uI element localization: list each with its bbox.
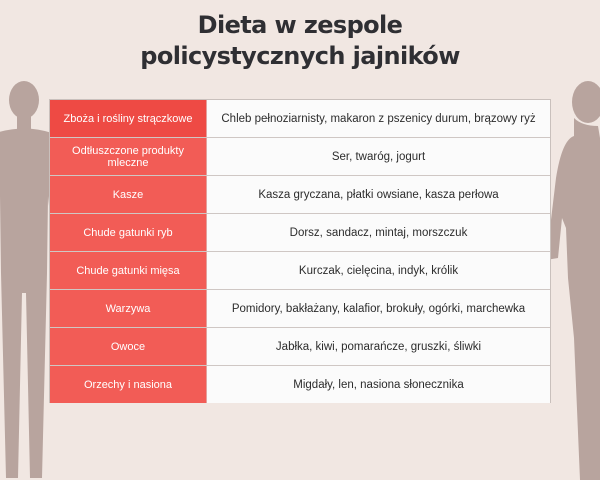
foods-cell: Jabłka, kiwi, pomarańcze, gruszki, śliwki [207, 328, 550, 365]
foods-cell: Chleb pełnoziarnisty, makaron z pszenicy durum, brązowy ryż [207, 100, 550, 137]
diet-table [49, 99, 551, 403]
category-cell: Orzechy i nasiona [50, 366, 207, 403]
category-cell: Zboża i rośliny strączkowe [50, 100, 207, 137]
category-cell: Kasze [50, 176, 207, 213]
table-row [50, 214, 550, 252]
category-cell: Odtłuszczone produkty mleczne [50, 138, 207, 175]
table-row [50, 366, 550, 403]
foods-cell: Ser, twaróg, jogurt [207, 138, 550, 175]
table-row [50, 176, 550, 214]
foods-cell: Kurczak, cielęcina, indyk, królik [207, 252, 550, 289]
foods-cell: Dorsz, sandacz, mintaj, morszczuk [207, 214, 550, 251]
table-row [50, 138, 550, 176]
foods-cell: Kasza gryczana, płatki owsiane, kasza perłowa [207, 176, 550, 213]
table-row [50, 100, 550, 138]
category-cell: Owoce [50, 328, 207, 365]
category-cell: Warzywa [50, 290, 207, 327]
category-cell: Chude gatunki ryb [50, 214, 207, 251]
title-line-1: Dieta w zespole [197, 11, 403, 39]
page-title [0, 10, 600, 72]
title-line-2: policystycznych jajników [140, 42, 460, 70]
foods-cell: Migdały, len, nasiona słonecznika [207, 366, 550, 403]
category-cell: Chude gatunki mięsa [50, 252, 207, 289]
table-row [50, 252, 550, 290]
table-row [50, 290, 550, 328]
foods-cell: Pomidory, bakłażany, kalafior, brokuły, ogórki, marchewka [207, 290, 550, 327]
table-row [50, 328, 550, 366]
